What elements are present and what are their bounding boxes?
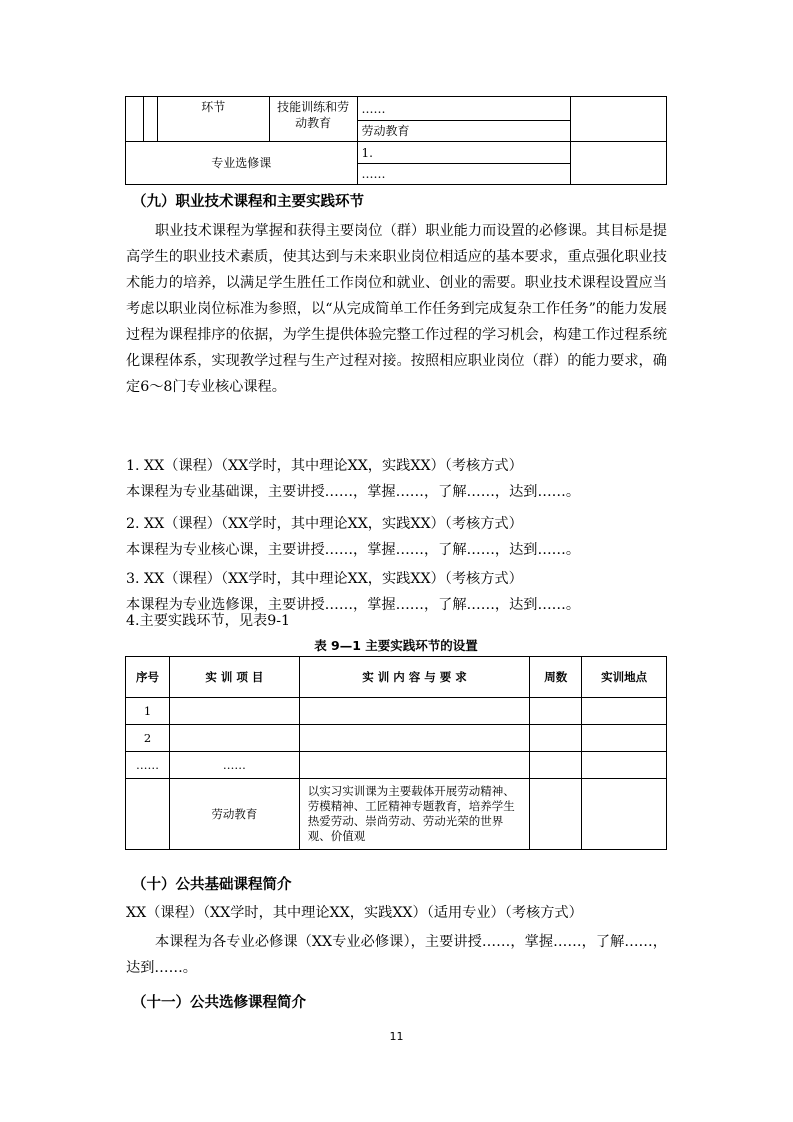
table-row <box>126 698 667 725</box>
table-cell <box>582 779 667 850</box>
table-cell <box>169 725 299 752</box>
course-description: 本课程为专业核心课，主要讲授……，掌握……，了解……，达到……。 <box>126 542 581 558</box>
row-number: …… <box>126 752 170 779</box>
table-cell: 专业选修课 <box>126 142 358 185</box>
table-cell <box>143 97 157 142</box>
course-description: 本课程为专业选修课，主要讲授……，掌握……，了解……，达到……。 <box>126 597 581 613</box>
page-number: 11 <box>389 1030 404 1043</box>
table-cell: 劳动教育 <box>169 779 299 850</box>
table-cell <box>571 142 667 185</box>
header-cell: 实 训 项 目 <box>169 657 299 698</box>
table-cell: 1. <box>357 142 571 164</box>
practice-reference: 4.主要实践环节，见表9-1 <box>126 613 291 629</box>
section-heading: （九）职业技术课程和主要实践环节 <box>132 194 364 210</box>
course-title: 1. XX（课程）（XX学时，其中理论XX，实践XX）（考核方式） <box>126 458 523 474</box>
header-cell: 实训地点 <box>582 657 667 698</box>
table-row <box>126 779 667 850</box>
table-cell <box>299 725 530 752</box>
table-cell <box>582 752 667 779</box>
paragraph: 职业技术课程为掌握和获得主要岗位（群）职业能力而设置的必修课。其目标是提高学生的职业技术素质，使其达到与未来职业岗位相适应的基本要求，重点强化职业技术能力的培养，以满足学生胜任工作岗位和就业、创业的需要。职业技术课程设置应当考虑以职业岗位标准为参照，以“从完成简单工作任务到完成复杂工作任务”的能力发展过程为课程排序的依据，为学生提供体验完整工作过程的学习机会，构建工作过程系统化课程体系，实现教学过程与生产过程对接。按照相应职业岗位（群）的能力要求，确定6～8门专业核心课程。 <box>126 223 667 395</box>
table-caption: 表 9—1 主要实践环节的设置 <box>314 638 478 653</box>
table-row <box>126 752 667 779</box>
header-cell: 实 训 内 容 与 要 求 <box>299 657 530 698</box>
course-title: 3. XX（课程）（XX学时，其中理论XX，实践XX）（考核方式） <box>126 571 523 587</box>
table-cell <box>582 698 667 725</box>
table-cell: 环节 <box>157 97 269 142</box>
table-row <box>126 725 667 752</box>
table-cell <box>530 752 582 779</box>
table-cell <box>169 698 299 725</box>
table-cell <box>530 779 582 850</box>
table-cell: 劳动教育 <box>357 121 571 142</box>
row-number <box>126 779 170 850</box>
table-cell <box>582 725 667 752</box>
row-number: 1 <box>126 698 170 725</box>
table-cell <box>530 725 582 752</box>
paragraph: 本课程为各专业必修课（XX专业必修课），主要讲授……，掌握……，了解……，达到……。 <box>126 934 667 976</box>
header-cell: 周数 <box>530 657 582 698</box>
section-heading: （十）公共基础课程简介 <box>132 877 292 893</box>
table-cell: …… <box>357 97 571 121</box>
table-cell: 以实习实训课为主要载体开展劳动精神、劳模精神、工匠精神专题教育，培养学生热爱劳动、崇尚劳动、劳动光荣的世界观、价值观 <box>299 779 530 850</box>
course-title: 2. XX（课程）（XX学时，其中理论XX，实践XX）（考核方式） <box>126 516 523 532</box>
curriculum-structure-table <box>125 96 667 185</box>
table-cell <box>299 698 530 725</box>
practice-table <box>125 656 667 850</box>
table-cell: 技能训练和劳动教育 <box>269 97 357 142</box>
table-cell <box>299 752 530 779</box>
course-title: XX（课程）（XX学时，其中理论XX，实践XX）（适用专业）（考核方式） <box>126 905 583 921</box>
header-cell: 序号 <box>126 657 170 698</box>
table-cell <box>571 97 667 142</box>
row-number: 2 <box>126 725 170 752</box>
table-cell: …… <box>169 752 299 779</box>
table-cell: …… <box>357 164 571 185</box>
table-cell <box>530 698 582 725</box>
course-description: 本课程为专业基础课，主要讲授……，掌握……，了解……，达到……。 <box>126 484 581 500</box>
table-cell <box>126 97 144 142</box>
section-heading: （十一）公共选修课程简介 <box>132 995 306 1011</box>
